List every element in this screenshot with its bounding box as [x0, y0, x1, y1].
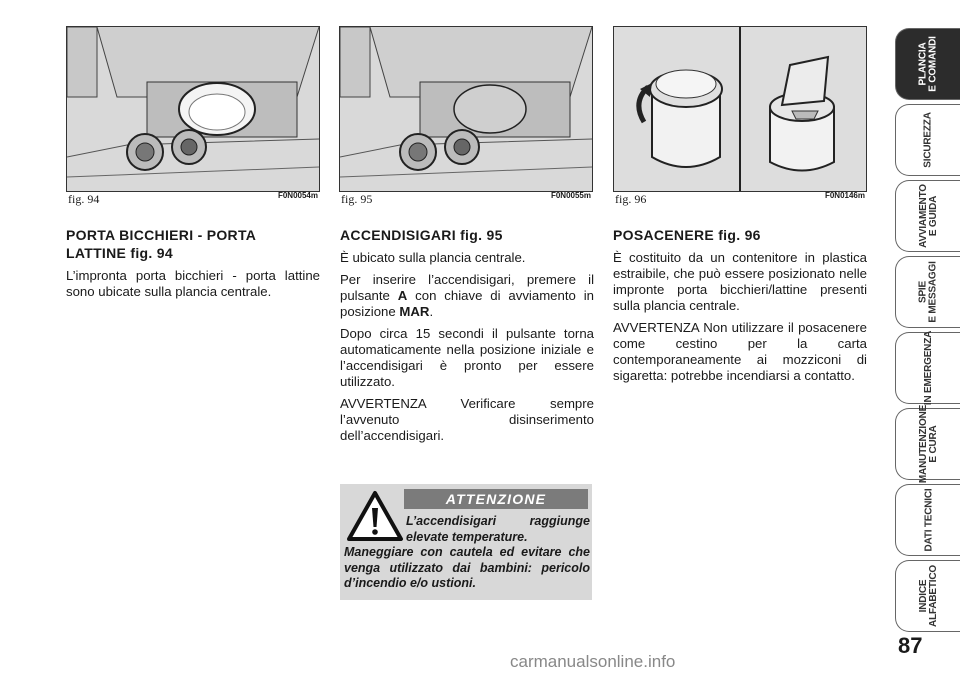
button-a-label: A [397, 288, 408, 303]
figure-label: fig. 96 [615, 192, 647, 206]
warning-box [340, 484, 592, 600]
ashtray-illustration [614, 27, 866, 191]
figure-94-image [66, 26, 320, 192]
warning-text-line: L’accendisigari raggiunge elevate temperature. [406, 514, 590, 544]
paragraph: L’impronta porta bicchieri - porta lattine sono ubicate sulla plancia centrale. [66, 268, 320, 299]
tab-label: DATI TECNICI [923, 488, 934, 552]
tab-sicurezza[interactable] [895, 104, 960, 176]
text-run: con chiave di avviamento in posizione [340, 288, 594, 319]
paragraph: Dopo circa 15 secondi il pulsante torna automaticamente nella posizione iniziale e l’accendisigari è pronto per essere utilizzato. [340, 326, 594, 389]
column-cigar-lighter [340, 226, 594, 450]
figure-95-image [339, 26, 593, 192]
figure-code: F0N0055m [550, 191, 591, 200]
column-ashtray [613, 226, 867, 390]
figure-95-caption [339, 192, 591, 206]
figure-code: F0N0054m [277, 191, 318, 200]
warning-heading: ATTENZIONE [404, 489, 588, 509]
text-run: . [429, 304, 434, 319]
tab-label: MANUTENZIONE E CURA [918, 404, 939, 484]
paragraph: AVVERTENZA Non utilizzare il posacenere come cestino per la carta contemporaneamente ai mozziconi di sigaretta: potrebbe incendiarsi a contatto. [613, 320, 867, 383]
figure-label: fig. 95 [341, 192, 373, 206]
section-title-cigar-lighter: ACCENDISIGARI fig. 95 [340, 227, 503, 243]
paragraph: È costituito da un contenitore in plastica estraibile, che può essere posizionato nelle impronte porta bicchieri/lattine presenti sulla plancia centrale. [613, 250, 867, 313]
figure-code: F0N0146m [824, 191, 865, 200]
paragraph: AVVERTENZA Verificare sempre l’avvenuto disinserimento dell’accendisigari. [340, 396, 594, 443]
tab-spie-e-messaggi[interactable] [895, 256, 960, 328]
tab-manutenzione-e-cura[interactable] [895, 404, 960, 484]
page-number: 87 [898, 633, 923, 658]
tab-label: PLANCIA E COMANDI [917, 36, 939, 92]
key-position-label: MAR [399, 304, 430, 319]
section-title-cupholder: PORTA BICCHIERI - PORTA LATTINE fig. 94 [66, 227, 256, 261]
tab-avviamento-e-guida[interactable] [895, 180, 960, 252]
tab-label: AVVIAMENTO E GUIDA [918, 184, 939, 248]
text-run: Per inserire l’accendisigari, premere il pulsante [340, 272, 594, 303]
tab-dati-tecnici[interactable] [895, 484, 960, 556]
column-cupholder [66, 226, 320, 306]
figure-94-caption [66, 192, 318, 206]
figure-96-caption [613, 192, 865, 206]
tab-label: INDICE ALFABETICO [917, 565, 939, 627]
cigar-lighter-illustration [340, 27, 592, 191]
tab-in-emergenza[interactable] [895, 332, 960, 404]
paragraph [340, 272, 594, 320]
warning-text [340, 514, 593, 592]
warning-text-line: Maneggiare con cautela ed evitare che venga utilizzato dai bambini: pericolo d’incendio e/o ustioni. [344, 545, 590, 590]
tab-label: SPIE E MESSAGGI [917, 261, 939, 323]
tab-label: IN EMERGENZA [923, 330, 934, 406]
figure-label: fig. 94 [68, 192, 100, 206]
tab-plancia-e-comandi[interactable] [895, 28, 960, 100]
cupholder-illustration [67, 27, 319, 191]
watermark: carmanualsonline.info [510, 652, 676, 671]
section-title-ashtray: POSACENERE fig. 96 [613, 227, 761, 243]
tab-indice-alfabetico[interactable] [895, 560, 960, 632]
figure-96-image [613, 26, 867, 192]
paragraph: È ubicato sulla plancia centrale. [340, 250, 526, 265]
tab-label: SICUREZZA [922, 112, 934, 168]
